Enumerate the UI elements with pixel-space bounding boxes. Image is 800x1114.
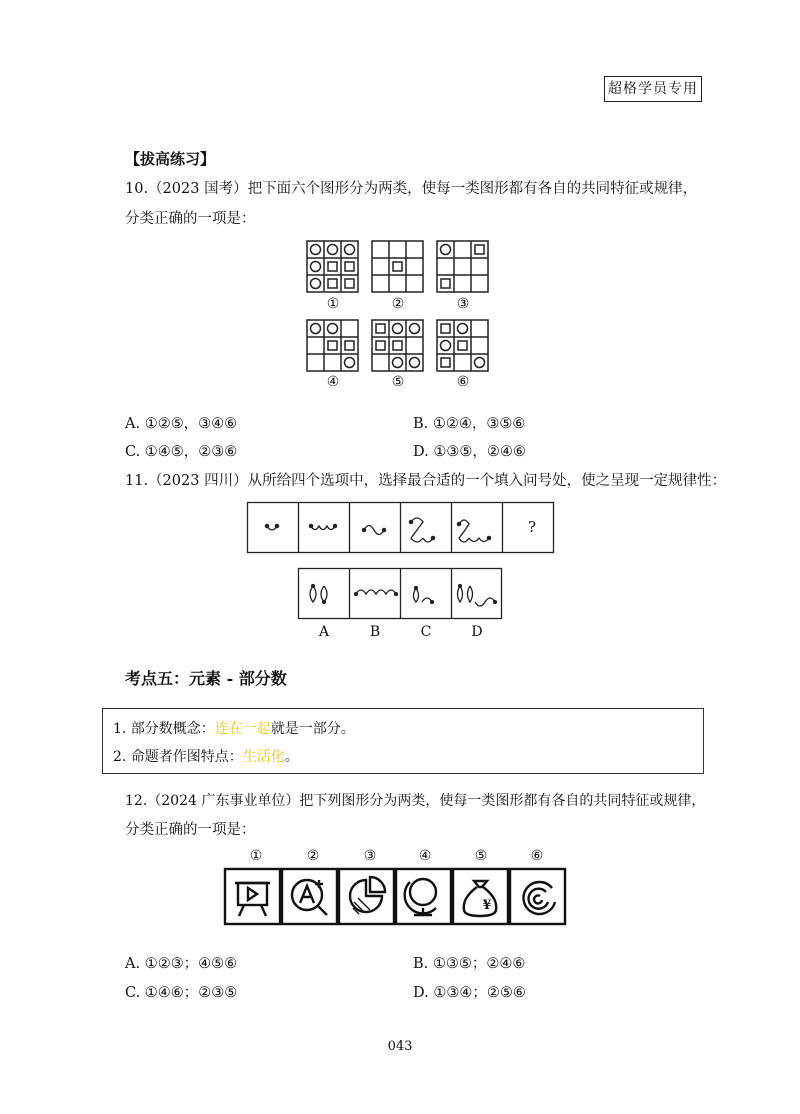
q11-stem: 11.（2023 四川）从所给四个选项中，选择最合适的一个填入问号处，使之呈现一定规律性： (125, 473, 727, 489)
q12-option-c[interactable]: C. ①④⑥；②③⑤ (125, 985, 238, 1001)
q10-option-b[interactable]: B. ①②④，③⑤⑥ (413, 416, 526, 432)
q12-figure-label-5: ⑤ (474, 848, 488, 864)
q10-figure-label-5: ⑤ (391, 374, 405, 390)
q10-figure-3 (437, 241, 488, 292)
q10-figure-label-1: ① (326, 296, 340, 312)
q10-figure-5 (372, 320, 423, 371)
q11-sequence-row (247, 502, 557, 554)
q10-option-d[interactable]: D. ①③⑤，②④⑥ (413, 444, 526, 460)
q10-figure-1 (307, 241, 358, 292)
section-kaodian-title: 考点五：元素 - 部分数 (125, 669, 287, 688)
globe-icon (405, 879, 436, 915)
tips-line-2 (113, 746, 299, 766)
q11-choice-label-b[interactable]: B (369, 624, 381, 640)
q10-stem-line1: 10.（2023 国考）把下面六个图形分为两类，使每一类图形都有各自的共同特征或规律， (125, 181, 698, 197)
q12-figure-label-3: ③ (363, 848, 377, 864)
q10-option-c[interactable]: C. ①④⑤，②③⑥ (125, 444, 238, 460)
tips-line-1-suffix: 就是一部分。 (270, 721, 355, 737)
page-number: 043 (387, 1039, 413, 1054)
presentation-board-icon (235, 883, 270, 916)
tips-line-1-prefix: 1. 部分数概念： (113, 721, 215, 737)
q10-figure-2 (372, 241, 423, 292)
tips-line-1-highlight: 连在一起 (214, 721, 271, 737)
spiral-icon (524, 882, 555, 914)
q12-option-b[interactable]: B. ①③⑤；②④⑥ (413, 956, 526, 972)
q12-option-d[interactable]: D. ①③④；②⑤⑥ (413, 985, 526, 1001)
q11-choices-row (298, 568, 508, 620)
magnifier-a-plus-icon (292, 880, 327, 915)
header-badge: 超格学员专用 (604, 76, 702, 102)
money-symbol: ¥ (482, 898, 492, 913)
q10-figure-4 (307, 320, 358, 371)
pie-chart-icon (350, 877, 385, 914)
tips-box (102, 708, 704, 774)
q12-figure-label-2: ② (306, 848, 320, 864)
q11-choice-label-a[interactable]: A (318, 624, 330, 640)
q12-figure-label-1: ① (249, 848, 263, 864)
q10-option-a[interactable]: A. ①②⑤，③④⑥ (125, 416, 238, 432)
q12-option-a[interactable]: A. ①②③；④⑤⑥ (125, 956, 238, 972)
q11-choice-label-d[interactable]: D (471, 624, 483, 640)
tips-line-2-suffix: 。 (284, 749, 299, 765)
q12-stem-line2: 分类正确的一项是： (125, 822, 256, 838)
q10-stem-line2: 分类正确的一项是： (125, 211, 256, 227)
section-practice-title: 【拔高练习】 (125, 150, 216, 168)
q11-choice-label-c[interactable]: C (420, 624, 432, 640)
q12-icon-strip (224, 868, 574, 928)
q12-stem-line1: 12.（2024 广东事业单位）把下列图形分为两类，使每一类图形都有各自的共同特征或规律， (125, 793, 706, 809)
q11-question-mark: ? (527, 518, 537, 536)
q12-figure-label-6: ⑥ (530, 848, 544, 864)
tips-line-1 (113, 718, 355, 738)
q10-figure-6 (437, 320, 488, 371)
q10-figure-label-6: ⑥ (456, 374, 470, 390)
q10-figure-label-4: ④ (326, 374, 340, 390)
q10-figure-label-2: ② (391, 296, 405, 312)
q12-figure-label-4: ④ (418, 848, 432, 864)
q10-figure-label-3: ③ (456, 296, 470, 312)
tips-line-2-highlight: 生活化 (242, 749, 285, 765)
tips-line-2-prefix: 2. 命题者作图特点： (113, 749, 243, 765)
